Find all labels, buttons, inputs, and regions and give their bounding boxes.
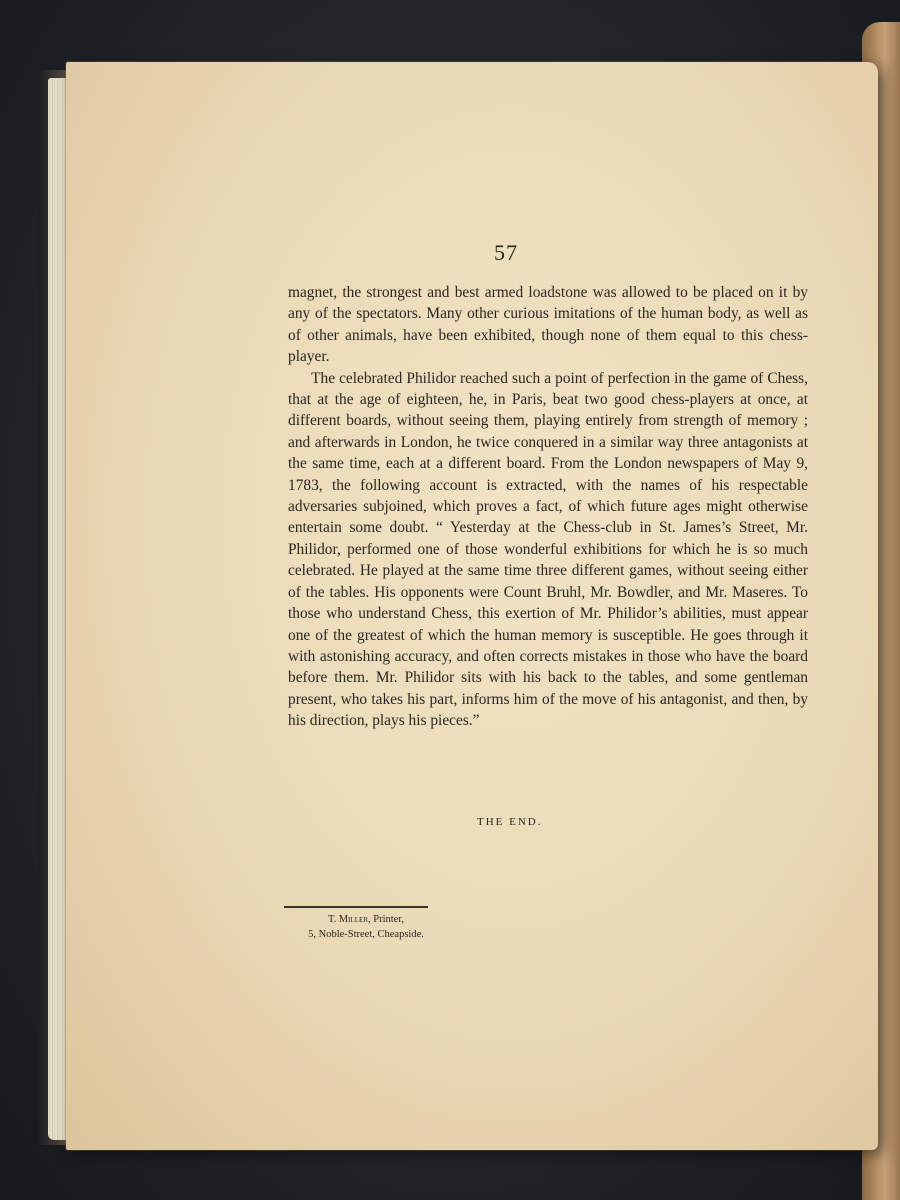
paragraph-1: magnet, the strongest and best armed loadstone was allowed to be placed on it by any of the spectators. Many other curious imitations of the human body, as well as of other animals, have been exhibited, though none of them equal to this chess-player. — [288, 284, 808, 366]
body-text — [288, 282, 808, 732]
book-page — [66, 62, 878, 1150]
printer-name: T. Miller — [327, 914, 368, 925]
the-end-mark: THE END. — [477, 816, 543, 828]
page-number: 57 — [494, 240, 518, 265]
colophon-address: 5, Noble-Street, Cheapside. — [308, 929, 424, 940]
paragraph-2: The celebrated Philidor reached such a point of perfection in the game of Chess, that at the age of eighteen, he, in Paris, beat two good chess-players at once, at different boards, without seeing them, playing entirely from strength of memory ; and afterwards in London, he twice conquered in a similar way three antagonists at the same time, each at a different board. From the London newspapers of May 9, 1783, the following account is extracted, with the names of his respectable adversaries subjoined, which proves a fact, of which future ages might otherwise entertain some doubt. “ Yesterday at the Chess-club in St. James’s Street, Mr. Philidor, performed one of those wonderful exhibitions for which he is so much celebrated. He played at the same time three different games, without seeing either of the tables. His opponents were Count Bruhl, Mr. Bowdler, and Mr. Maseres. To those who understand Chess, this exertion of Mr. Philidor’s abilities, must appear one of the greatest of which the human memory is susceptible. He goes through it with astonishing accuracy, and often corrects mistakes in those who have the board before them. Mr. Philidor sits with his back to the tables, and some gentleman present, who takes his part, informs him of the move of his antagonist, and then, by his direction, plays his pieces.” — [288, 369, 808, 730]
printer-role: , Printer, — [368, 914, 405, 925]
colophon — [266, 912, 466, 942]
colophon-printer-line — [266, 912, 466, 927]
colophon-rule — [284, 906, 428, 908]
